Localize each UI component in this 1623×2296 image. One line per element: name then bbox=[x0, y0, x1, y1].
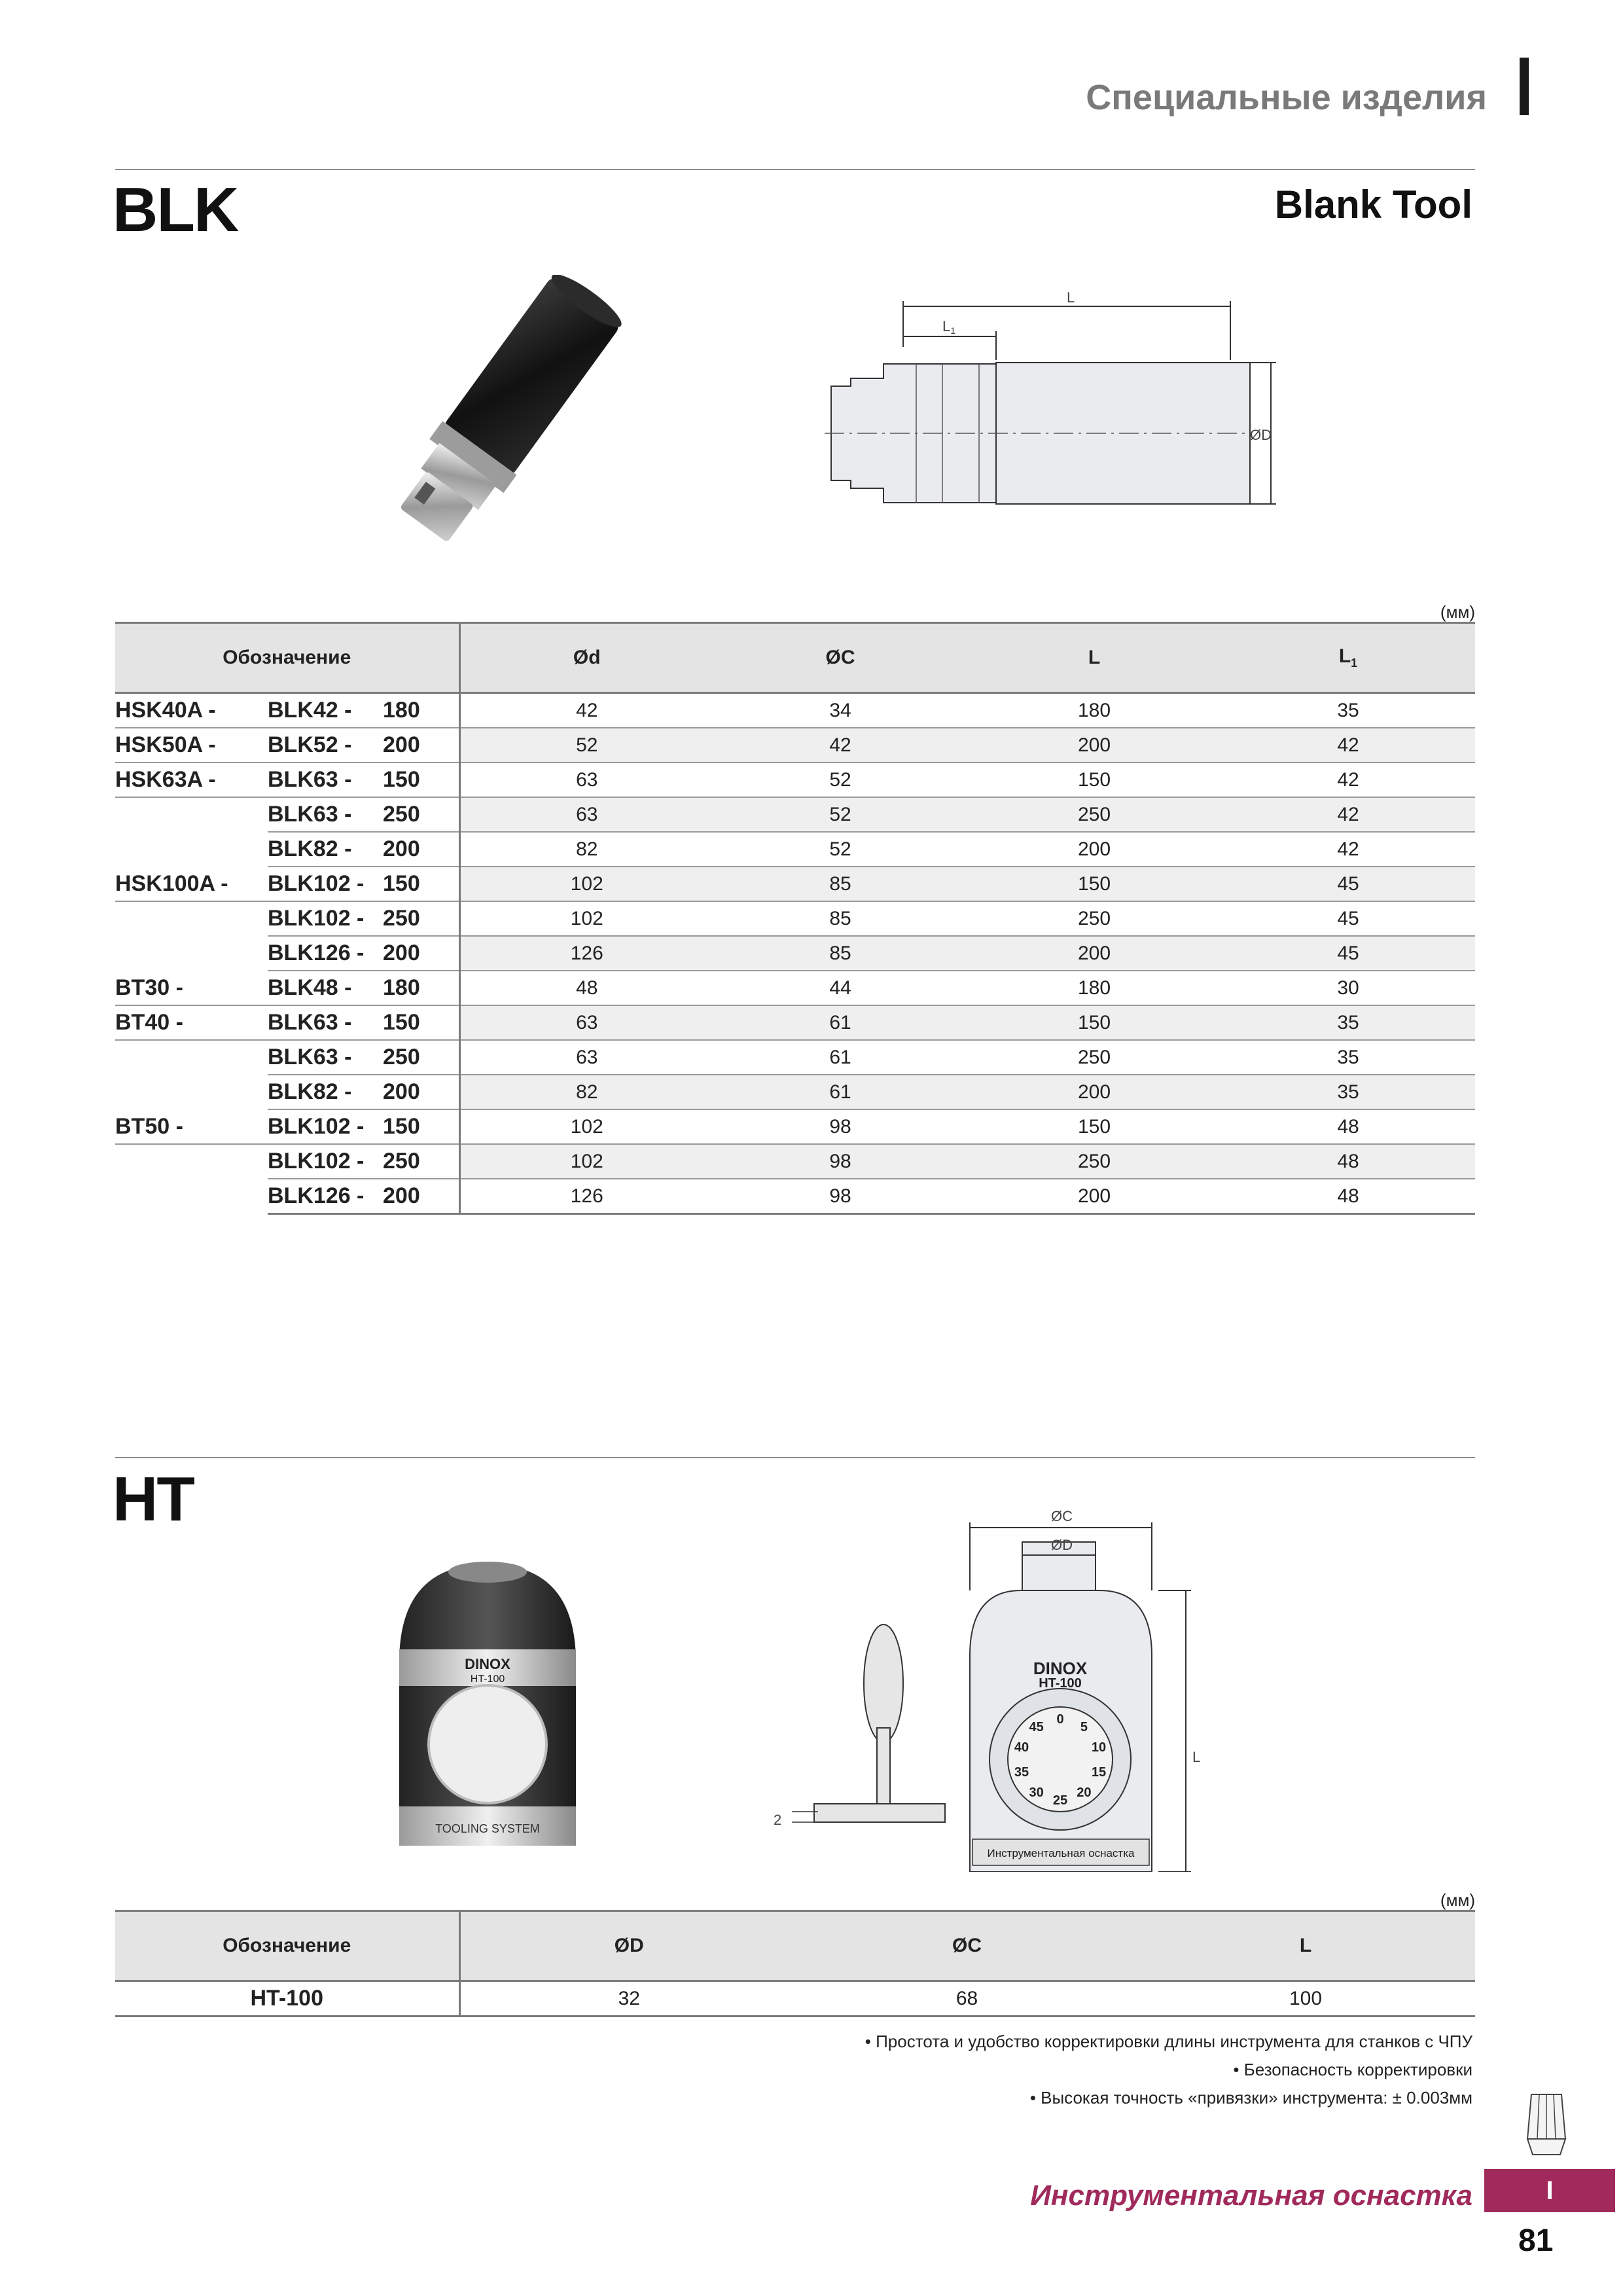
row-model: BLK63 - bbox=[268, 1005, 383, 1040]
row-group bbox=[115, 1075, 268, 1109]
blk-dim-l1: L1 bbox=[942, 318, 956, 336]
cell-d: 63 bbox=[459, 1040, 713, 1075]
table-row bbox=[115, 971, 1475, 1005]
blk-name: Blank Tool bbox=[1274, 183, 1472, 226]
cell-d: 82 bbox=[459, 1075, 713, 1109]
note-item: • Простота и удобство корректировки длины инструмента для станков с ЧПУ bbox=[865, 2032, 1472, 2051]
ht-divider bbox=[115, 1457, 1475, 1458]
cell-d: 42 bbox=[459, 693, 713, 728]
table-row bbox=[115, 693, 1475, 728]
row-length: 150 bbox=[383, 867, 459, 901]
cell-c: 52 bbox=[713, 762, 967, 797]
dial-number: 5 bbox=[1080, 1719, 1088, 1734]
cell-d: 102 bbox=[459, 1109, 713, 1144]
row-length: 250 bbox=[383, 1144, 459, 1179]
row-group: BT30 - bbox=[115, 971, 268, 1005]
dial-number: 45 bbox=[1029, 1719, 1044, 1734]
ht-table bbox=[115, 1910, 1475, 2017]
cell-d: 102 bbox=[459, 1144, 713, 1179]
cell-l1: 35 bbox=[1221, 1075, 1475, 1109]
ht-photo-brand: DINOX bbox=[465, 1656, 510, 1672]
row-model: BLK102 - bbox=[268, 867, 383, 901]
ht-notes bbox=[865, 2028, 1472, 2112]
col-designation: Обозначение bbox=[115, 623, 459, 693]
cell-c: 98 bbox=[713, 1109, 967, 1144]
row-model: BLK52 - bbox=[268, 728, 383, 762]
blk-dim-l: L bbox=[1067, 289, 1075, 306]
ht-drawing bbox=[759, 1505, 1230, 1872]
ht-dim-c: ØC bbox=[1051, 1508, 1073, 1524]
row-model: BLK102 - bbox=[268, 1109, 383, 1144]
ht-model: HT-100 bbox=[115, 1981, 459, 2017]
dial-number: 10 bbox=[1091, 1740, 1107, 1755]
cell-l1: 42 bbox=[1221, 728, 1475, 762]
cell-l1: 35 bbox=[1221, 1040, 1475, 1075]
table-row bbox=[115, 762, 1475, 797]
row-model: BLK63 - bbox=[268, 762, 383, 797]
table-row bbox=[115, 1179, 1475, 1214]
ht-c: 68 bbox=[798, 1981, 1136, 2017]
ht-dim-d: ØD bbox=[1051, 1537, 1073, 1553]
ht-d: 32 bbox=[459, 1981, 798, 2017]
dial-number: 30 bbox=[1029, 1785, 1044, 1801]
row-model: BLK63 - bbox=[268, 1040, 383, 1075]
cell-d: 102 bbox=[459, 901, 713, 936]
table-row bbox=[115, 832, 1475, 867]
col-c: ØC bbox=[798, 1911, 1136, 1981]
cell-l1: 45 bbox=[1221, 867, 1475, 901]
cell-l1: 30 bbox=[1221, 971, 1475, 1005]
cell-d: 126 bbox=[459, 1179, 713, 1214]
table-row bbox=[115, 1109, 1475, 1144]
row-group bbox=[115, 1040, 268, 1075]
table-row bbox=[115, 1144, 1475, 1179]
dial-number: 40 bbox=[1014, 1740, 1029, 1755]
ht-drawing-caption: Инструментальная оснастка bbox=[987, 1847, 1135, 1859]
row-group bbox=[115, 1144, 268, 1179]
ht-photo-model: HT-100 bbox=[470, 1674, 505, 1685]
row-model: BLK126 - bbox=[268, 1179, 383, 1214]
blk-table-header bbox=[115, 623, 1475, 693]
ht-drawing-model: HT-100 bbox=[1039, 1676, 1082, 1691]
table-row bbox=[115, 1005, 1475, 1040]
cell-d: 126 bbox=[459, 936, 713, 971]
cell-c: 52 bbox=[713, 832, 967, 867]
cell-l1: 42 bbox=[1221, 832, 1475, 867]
row-model: BLK63 - bbox=[268, 797, 383, 832]
col-d: ØD bbox=[459, 1911, 798, 1981]
ht-code: HT bbox=[113, 1464, 194, 1534]
collet-icon bbox=[1517, 2089, 1576, 2160]
row-model: BLK82 - bbox=[268, 1075, 383, 1109]
row-group bbox=[115, 797, 268, 832]
cell-c: 52 bbox=[713, 797, 967, 832]
dial-number: 0 bbox=[1056, 1712, 1064, 1727]
cell-c: 85 bbox=[713, 867, 967, 901]
cell-l: 150 bbox=[967, 1005, 1221, 1040]
blk-dim-d: ØD bbox=[1250, 427, 1272, 443]
cell-c: 98 bbox=[713, 1144, 967, 1179]
row-model: BLK102 - bbox=[268, 1144, 383, 1179]
ht-l: 100 bbox=[1136, 1981, 1475, 2017]
table-row bbox=[115, 901, 1475, 936]
cell-l1: 45 bbox=[1221, 901, 1475, 936]
cell-c: 61 bbox=[713, 1005, 967, 1040]
cell-l1: 35 bbox=[1221, 693, 1475, 728]
ht-dim-2: 2 bbox=[774, 1812, 782, 1828]
cell-d: 63 bbox=[459, 762, 713, 797]
table-row bbox=[115, 867, 1475, 901]
cell-l: 150 bbox=[967, 1109, 1221, 1144]
row-group: BT50 - bbox=[115, 1109, 268, 1144]
row-length: 180 bbox=[383, 693, 459, 728]
cell-l: 150 bbox=[967, 867, 1221, 901]
row-model: BLK42 - bbox=[268, 693, 383, 728]
col-designation: Обозначение bbox=[115, 1911, 459, 1981]
row-length: 180 bbox=[383, 971, 459, 1005]
row-group bbox=[115, 901, 268, 936]
cell-c: 98 bbox=[713, 1179, 967, 1214]
dial-number: 35 bbox=[1014, 1765, 1029, 1780]
row-length: 200 bbox=[383, 728, 459, 762]
row-length: 150 bbox=[383, 1109, 459, 1144]
footer-title: Инструментальная оснастка bbox=[1030, 2179, 1472, 2212]
ht-photo-base: TOOLING SYSTEM bbox=[435, 1822, 540, 1835]
blk-drawing bbox=[825, 288, 1296, 511]
blk-photo bbox=[340, 275, 654, 550]
cell-d: 82 bbox=[459, 832, 713, 867]
cell-l: 200 bbox=[967, 728, 1221, 762]
ht-photo bbox=[393, 1558, 582, 1859]
dial-number: 20 bbox=[1077, 1785, 1092, 1801]
cell-l: 250 bbox=[967, 1040, 1221, 1075]
col-d: Ød bbox=[459, 623, 713, 693]
table-row bbox=[115, 936, 1475, 971]
cell-c: 34 bbox=[713, 693, 967, 728]
cell-l: 250 bbox=[967, 797, 1221, 832]
table-row bbox=[115, 1040, 1475, 1075]
cell-c: 61 bbox=[713, 1040, 967, 1075]
col-l1: $L_1$ bbox=[1221, 623, 1475, 693]
col-l: L bbox=[967, 623, 1221, 693]
ht-dim-l: L bbox=[1192, 1749, 1201, 1765]
row-group: HSK40A - bbox=[115, 693, 268, 728]
cell-d: 48 bbox=[459, 971, 713, 1005]
row-length: 200 bbox=[383, 936, 459, 971]
table-row bbox=[115, 1981, 1475, 2017]
row-length: 250 bbox=[383, 797, 459, 832]
cell-l: 200 bbox=[967, 1075, 1221, 1109]
row-model: BLK126 - bbox=[268, 936, 383, 971]
cell-c: 85 bbox=[713, 901, 967, 936]
cell-c: 85 bbox=[713, 936, 967, 971]
cell-l: 180 bbox=[967, 693, 1221, 728]
cell-d: 52 bbox=[459, 728, 713, 762]
cell-l: 250 bbox=[967, 901, 1221, 936]
row-model: BLK102 - bbox=[268, 901, 383, 936]
row-length: 200 bbox=[383, 832, 459, 867]
row-length: 250 bbox=[383, 1040, 459, 1075]
table-row bbox=[115, 728, 1475, 762]
dial-number: 15 bbox=[1091, 1765, 1107, 1780]
row-length: 200 bbox=[383, 1179, 459, 1214]
blk-code: BLK bbox=[113, 175, 238, 245]
section-header-title: Специальные изделия bbox=[1086, 78, 1487, 117]
cell-l: 200 bbox=[967, 832, 1221, 867]
row-group: HSK50A - bbox=[115, 728, 268, 762]
dial-number: 25 bbox=[1052, 1793, 1068, 1808]
cell-l: 200 bbox=[967, 1179, 1221, 1214]
cell-l: 250 bbox=[967, 1144, 1221, 1179]
blk-unit: (мм) bbox=[1440, 602, 1475, 622]
cell-l1: 48 bbox=[1221, 1109, 1475, 1144]
cell-l1: 48 bbox=[1221, 1144, 1475, 1179]
col-l: L bbox=[1136, 1911, 1475, 1981]
row-group: HSK100A - bbox=[115, 867, 268, 901]
cell-l: 200 bbox=[967, 936, 1221, 971]
cell-d: 63 bbox=[459, 1005, 713, 1040]
row-group bbox=[115, 832, 268, 867]
ht-drawing-brand: DINOX bbox=[1033, 1659, 1088, 1678]
footer-section-tab: I bbox=[1484, 2169, 1615, 2212]
row-group bbox=[115, 1179, 268, 1214]
cell-d: 102 bbox=[459, 867, 713, 901]
cell-l1: 48 bbox=[1221, 1179, 1475, 1214]
ht-unit: (мм) bbox=[1440, 1890, 1475, 1910]
row-group: HSK63A - bbox=[115, 762, 268, 797]
cell-c: 44 bbox=[713, 971, 967, 1005]
row-length: 150 bbox=[383, 1005, 459, 1040]
page-number: 81 bbox=[1518, 2223, 1554, 2258]
row-length: 250 bbox=[383, 901, 459, 936]
header-divider bbox=[115, 169, 1475, 170]
cell-c: 61 bbox=[713, 1075, 967, 1109]
row-length: 200 bbox=[383, 1075, 459, 1109]
row-length: 150 bbox=[383, 762, 459, 797]
cell-l: 180 bbox=[967, 971, 1221, 1005]
table-row bbox=[115, 797, 1475, 832]
section-marker-bar bbox=[1520, 58, 1529, 115]
row-group: BT40 - bbox=[115, 1005, 268, 1040]
cell-l: 150 bbox=[967, 762, 1221, 797]
ht-table-header bbox=[115, 1911, 1475, 1981]
note-item: • Безопасность корректировки bbox=[1233, 2060, 1472, 2079]
cell-l1: 45 bbox=[1221, 936, 1475, 971]
row-model: BLK48 - bbox=[268, 971, 383, 1005]
row-group bbox=[115, 936, 268, 971]
blk-table bbox=[115, 622, 1475, 1215]
row-model: BLK82 - bbox=[268, 832, 383, 867]
col-c: ØC bbox=[713, 623, 967, 693]
table-row bbox=[115, 1075, 1475, 1109]
cell-d: 63 bbox=[459, 797, 713, 832]
cell-l1: 42 bbox=[1221, 797, 1475, 832]
note-item: • Высокая точность «привязки» инструмента: ± 0.003мм bbox=[1029, 2088, 1472, 2108]
cell-l1: 35 bbox=[1221, 1005, 1475, 1040]
cell-l1: 42 bbox=[1221, 762, 1475, 797]
cell-c: 42 bbox=[713, 728, 967, 762]
